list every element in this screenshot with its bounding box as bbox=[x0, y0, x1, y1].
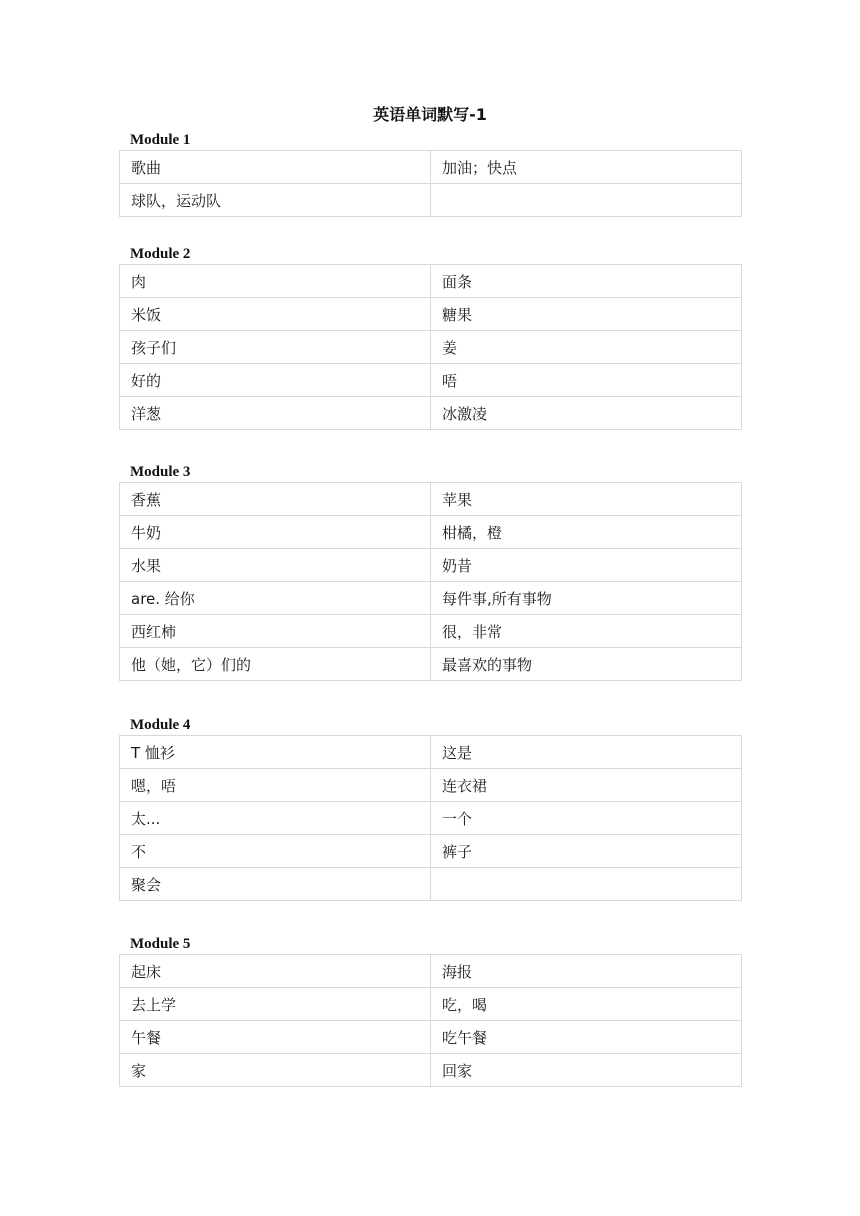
table-row bbox=[120, 549, 742, 582]
word-cell: 海报 bbox=[431, 955, 742, 988]
table-row bbox=[120, 298, 742, 331]
module-title: Module 3 bbox=[130, 464, 191, 480]
word-cell: 牛奶 bbox=[120, 516, 431, 549]
word-cell: 西红柿 bbox=[120, 615, 431, 648]
table-row bbox=[120, 516, 742, 549]
word-cell: 去上学 bbox=[120, 988, 431, 1021]
table-row bbox=[120, 769, 742, 802]
module-title: Module 4 bbox=[130, 717, 191, 733]
table-row bbox=[120, 955, 742, 988]
word-cell: 洋葱 bbox=[120, 397, 431, 430]
table-row bbox=[120, 1021, 742, 1054]
table-row bbox=[120, 151, 742, 184]
word-cell: 加油；快点 bbox=[431, 151, 742, 184]
table-row bbox=[120, 483, 742, 516]
word-cell: 很，非常 bbox=[431, 615, 742, 648]
word-cell bbox=[431, 184, 742, 217]
word-cell bbox=[431, 868, 742, 901]
word-cell: 裤子 bbox=[431, 835, 742, 868]
table-row bbox=[120, 397, 742, 430]
table-row bbox=[120, 582, 742, 615]
word-cell: 家 bbox=[120, 1054, 431, 1087]
table-row bbox=[120, 265, 742, 298]
word-cell: 奶昔 bbox=[431, 549, 742, 582]
word-cell: 回家 bbox=[431, 1054, 742, 1087]
module-title: Module 2 bbox=[130, 246, 191, 262]
module-section bbox=[119, 130, 741, 217]
table-row bbox=[120, 868, 742, 901]
module-section bbox=[119, 715, 741, 901]
module-section bbox=[119, 244, 741, 430]
word-cell: 香蕉 bbox=[120, 483, 431, 516]
table-row bbox=[120, 736, 742, 769]
module-title: Module 1 bbox=[130, 132, 191, 148]
word-table bbox=[119, 735, 742, 901]
word-cell: 面条 bbox=[431, 265, 742, 298]
word-cell: 柑橘，橙 bbox=[431, 516, 742, 549]
word-cell: 肉 bbox=[120, 265, 431, 298]
word-table bbox=[119, 482, 742, 681]
table-row bbox=[120, 364, 742, 397]
word-cell: 每件事,所有事物 bbox=[431, 582, 742, 615]
word-cell: 午餐 bbox=[120, 1021, 431, 1054]
word-cell: are. 给你 bbox=[120, 582, 431, 615]
module-section bbox=[119, 462, 741, 681]
module-title: Module 5 bbox=[130, 936, 191, 952]
word-cell: 糖果 bbox=[431, 298, 742, 331]
table-row bbox=[120, 802, 742, 835]
module-section bbox=[119, 934, 741, 1087]
table-row bbox=[120, 331, 742, 364]
word-table bbox=[119, 954, 742, 1087]
word-cell: 一个 bbox=[431, 802, 742, 835]
word-cell: 吃午餐 bbox=[431, 1021, 742, 1054]
word-cell: 米饭 bbox=[120, 298, 431, 331]
table-row bbox=[120, 988, 742, 1021]
document-title: 英语单词默写-1 bbox=[373, 105, 487, 124]
word-cell: 好的 bbox=[120, 364, 431, 397]
word-cell: 苹果 bbox=[431, 483, 742, 516]
word-cell: 最喜欢的事物 bbox=[431, 648, 742, 681]
word-cell: 连衣裙 bbox=[431, 769, 742, 802]
word-cell: 嗯，唔 bbox=[120, 769, 431, 802]
table-row bbox=[120, 615, 742, 648]
table-row bbox=[120, 184, 742, 217]
word-cell: 不 bbox=[120, 835, 431, 868]
word-cell: 起床 bbox=[120, 955, 431, 988]
table-row bbox=[120, 648, 742, 681]
word-table bbox=[119, 264, 742, 430]
word-cell: 姜 bbox=[431, 331, 742, 364]
word-cell: 歌曲 bbox=[120, 151, 431, 184]
word-cell: 聚会 bbox=[120, 868, 431, 901]
table-row bbox=[120, 835, 742, 868]
word-cell: 他（她，它）们的 bbox=[120, 648, 431, 681]
word-cell: 唔 bbox=[431, 364, 742, 397]
word-cell: T 恤衫 bbox=[120, 736, 431, 769]
word-cell: 球队，运动队 bbox=[120, 184, 431, 217]
word-cell: 这是 bbox=[431, 736, 742, 769]
word-cell: 太... bbox=[120, 802, 431, 835]
word-cell: 水果 bbox=[120, 549, 431, 582]
word-cell: 孩子们 bbox=[120, 331, 431, 364]
word-table bbox=[119, 150, 742, 217]
table-row bbox=[120, 1054, 742, 1087]
word-cell: 吃，喝 bbox=[431, 988, 742, 1021]
word-cell: 冰激凌 bbox=[431, 397, 742, 430]
